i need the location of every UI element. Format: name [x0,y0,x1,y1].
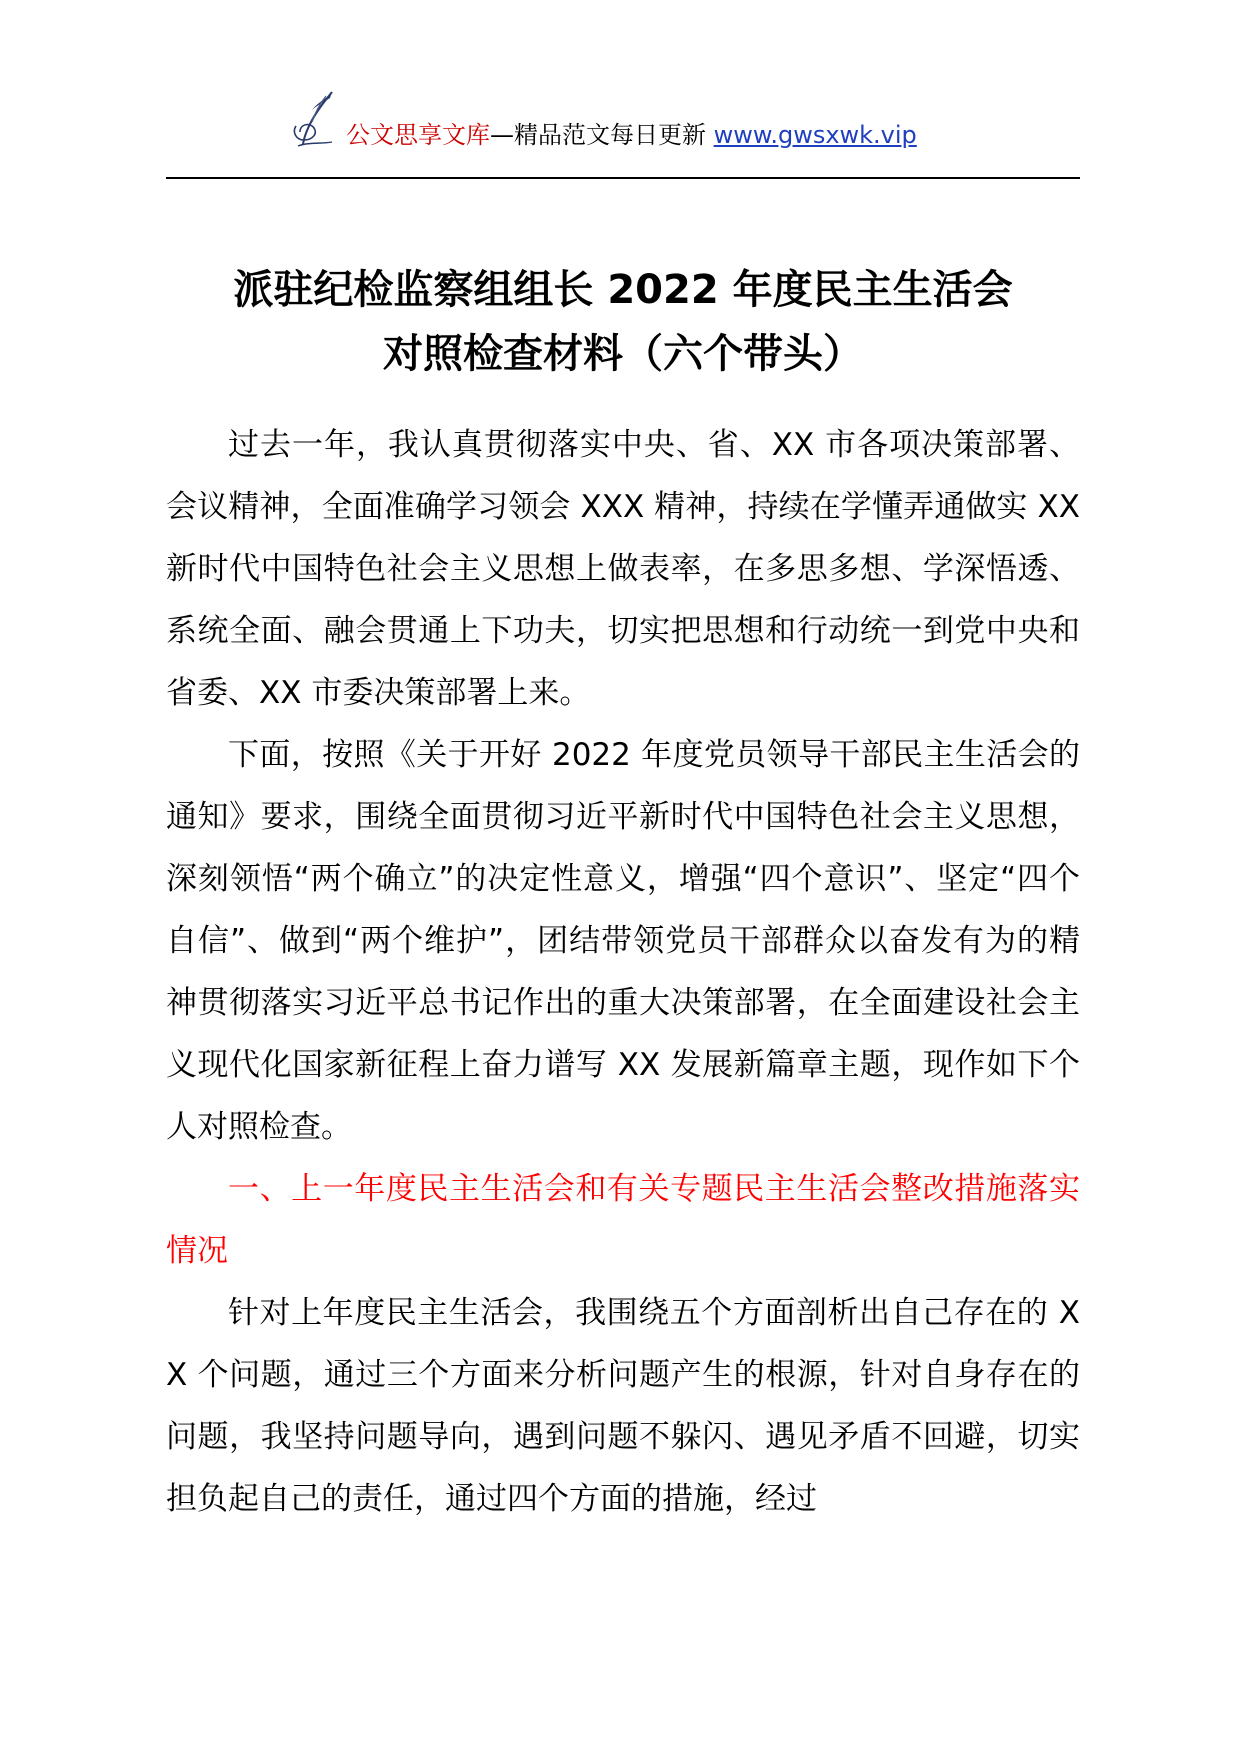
section-heading: 一、上一年度民主生活会和有关专题民主生活会整改措施落实情况 [166,1171,1080,1269]
document-title [166,258,1080,386]
quill-pen-icon [288,88,346,150]
header-divider [166,177,1080,179]
paragraph: 下面，按照《关于开好 2022 年度党员领导干部民主生活会的通知》要求，围绕全面贯彻习近平新时代中国特色社会主义思想，深刻领悟“两个确立”的决定性意义，增强“四个意识”、坚定“四个自信”、做到“两个维护”，团结带领党员干部群众以奋发有为的精神贯彻落实习近平总书记作出的重大决策部署，在全面建设社会主义现代化国家新征程上奋力谱写 XX 发展新篇章主题，现作如下个人对照检查。 [166,737,1080,1145]
header-slogan: —精品范文每日更新 [490,121,714,149]
paragraph: 针对上年度民主生活会，我围绕五个方面剖析出自己存在的 XX 个问题，通过三个方面来分析问题产生的根源，针对自身存在的问题，我坚持问题导向，遇到问题不躲闪、遇见矛盾不回避，切实担负起自己的责任，通过四个方面的措施，经过 [166,1295,1080,1517]
brand-name: 公文思享文库 [346,121,490,149]
header-text [346,118,917,152]
document-body [166,414,1080,1530]
website-link[interactable]: www.gwsxwk.vip [713,121,917,149]
title-line-2: 对照检查材料（六个带头） [383,331,863,377]
paragraph: 过去一年，我认真贯彻落实中央、省、XX 市各项决策部署、会议精神，全面准确学习领会 XXX 精神，持续在学懂弄通做实 XX 新时代中国特色社会主义思想上做表率，在多思多想、学深悟透、系统全面、融会贯通上下功夫，切实把思想和行动统一到党中央和省委、XX 市委决策部署上来。 [166,427,1080,711]
page-header [166,80,1080,176]
title-line-1: 派驻纪检监察组组长 2022 年度民主生活会 [233,267,1013,313]
